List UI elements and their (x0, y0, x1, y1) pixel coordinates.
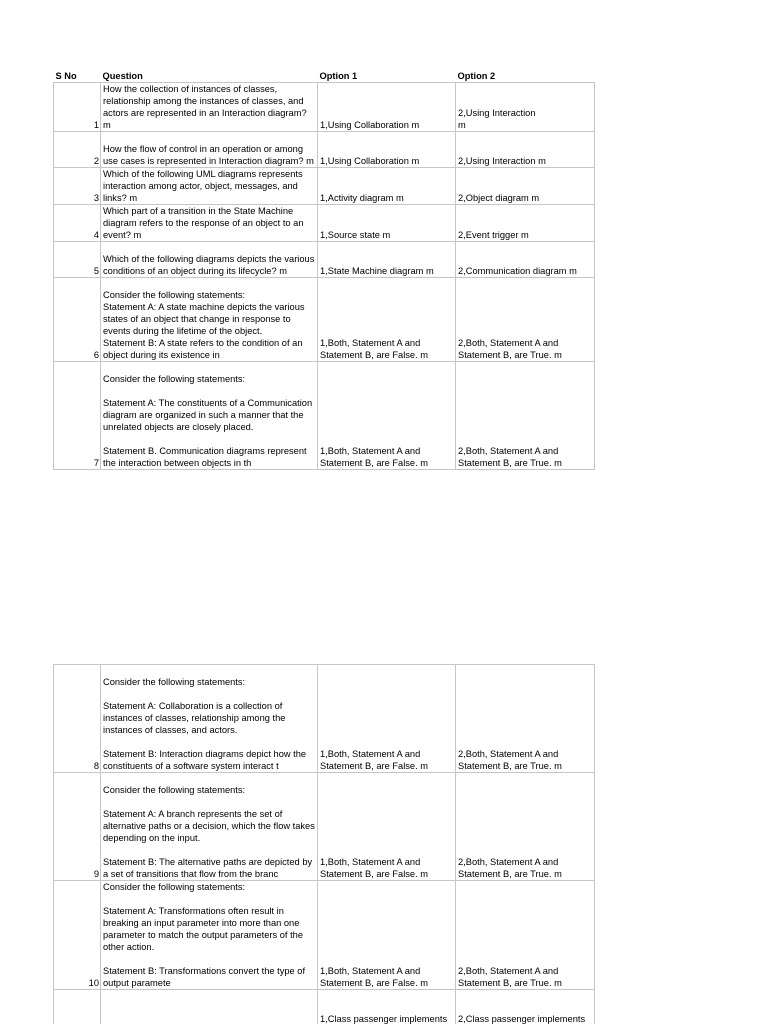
table-row (54, 773, 595, 881)
option-2-cell: 2,Object diagram m (456, 168, 595, 205)
row-number: 4 (54, 205, 101, 242)
option-2-cell: 2,Both, Statement A and Statement B, are True. m (456, 278, 595, 362)
table-row (54, 205, 595, 242)
question-cell: Consider the following statements: Statement A: Collaboration is a collection of instances of classes, relationship among the instances of classes, and actors. Statement B: Interaction diagrams depict how the constituents of a software system interact t (101, 665, 318, 773)
table-row (54, 278, 595, 362)
option-1-cell: 1,Source state m (318, 205, 456, 242)
option-1-cell: 1,Both, Statement A and Statement B, are False. m (318, 773, 456, 881)
row-number: 2 (54, 132, 101, 168)
option-2-cell: 2,Both, Statement A and Statement B, are True. m (456, 665, 595, 773)
row-number: 10 (54, 881, 101, 990)
row-number: 6 (54, 278, 101, 362)
table-row (54, 990, 595, 1024)
row-number: 3 (54, 168, 101, 205)
option-2-cell: 2,Both, Statement A and Statement B, are True. m (456, 881, 595, 990)
option-2-cell: 2,Communication diagram m (456, 242, 595, 278)
row-number: 5 (54, 242, 101, 278)
question-cell: Consider the following statements: Statement A: The constituents of a Communication diagram are organized in such a manner that the unrelated objects are closely placed. Statement B. Communication diagrams represent the interaction between objects in th (101, 362, 318, 470)
option-2-cell: 2,Using Interaction m (456, 132, 595, 168)
header-option-1: Option 1 (319, 71, 358, 81)
question-cell (101, 990, 318, 1024)
option-1-cell: 1,Using Collaboration m (318, 132, 456, 168)
table-row (54, 242, 595, 278)
question-cell: How the collection of instances of classes, relationship among the instances of classes, and actors are represented in an Interaction diagram? m (101, 83, 318, 132)
table-row (54, 132, 595, 168)
table-row (54, 168, 595, 205)
table-header-row (54, 69, 595, 83)
question-cell: Consider the following statements: Statement A: A state machine depicts the various states of an object that change in response to events during the lifetime of the object. Statement B: A state refers to the condition of an object during its existence in (101, 278, 318, 362)
option-2-cell: 2,Both, Statement A and Statement B, are True. m (456, 362, 595, 470)
table-row (54, 665, 595, 773)
question-cell: Consider the following statements: Statement A: Transformations often result in breaking an input parameter into more than one parameter to match the output parameters of the other action. Statement B: Transformations convert the type of output paramete (101, 881, 318, 990)
row-number: 7 (54, 362, 101, 470)
option-1-cell: 1,Both, Statement A and Statement B, are False. m (318, 881, 456, 990)
option-2-cell: 2,Class passenger implements (456, 990, 595, 1024)
option-1-cell: 1,Both, Statement A and Statement B, are False. m (318, 362, 456, 470)
question-cell: How the flow of control in an operation or among use cases is represented in Interaction diagram? m (101, 132, 318, 168)
question-cell: Which of the following diagrams depicts the various conditions of an object during its lifecycle? m (101, 242, 318, 278)
table-row (54, 83, 595, 132)
header-question: Question (102, 71, 143, 81)
question-table-1 (53, 69, 595, 470)
table-row (54, 881, 595, 990)
option-1-cell: 1,Class passenger implements (318, 990, 456, 1024)
question-cell: Consider the following statements: Statement A: A branch represents the set of alternative paths or a decision, which the flow takes depending on the input. Statement B: The alternative paths are depicted by a set of transitions that flow from the branc (101, 773, 318, 881)
option-2-cell: 2,Both, Statement A and Statement B, are True. m (456, 773, 595, 881)
row-number: 1 (54, 83, 101, 132)
option-2-cell: 2,Using Interaction m (456, 83, 595, 132)
header-s-no: S No (55, 71, 77, 81)
table-row (54, 362, 595, 470)
option-2-cell: 2,Event trigger m (456, 205, 595, 242)
row-number: 8 (54, 665, 101, 773)
option-1-cell: 1,Using Collaboration m (318, 83, 456, 132)
question-cell: Which part of a transition in the State Machine diagram refers to the response of an object to an event? m (101, 205, 318, 242)
question-table-2 (53, 664, 595, 1024)
option-1-cell: 1,Both, Statement A and Statement B, are False. m (318, 665, 456, 773)
row-number (54, 990, 101, 1024)
question-cell: Which of the following UML diagrams represents interaction among actor, object, messages, and links? m (101, 168, 318, 205)
header-option-2: Option 2 (457, 71, 496, 81)
option-1-cell: 1,State Machine diagram m (318, 242, 456, 278)
row-number: 9 (54, 773, 101, 881)
option-1-cell: 1,Activity diagram m (318, 168, 456, 205)
option-1-cell: 1,Both, Statement A and Statement B, are False. m (318, 278, 456, 362)
